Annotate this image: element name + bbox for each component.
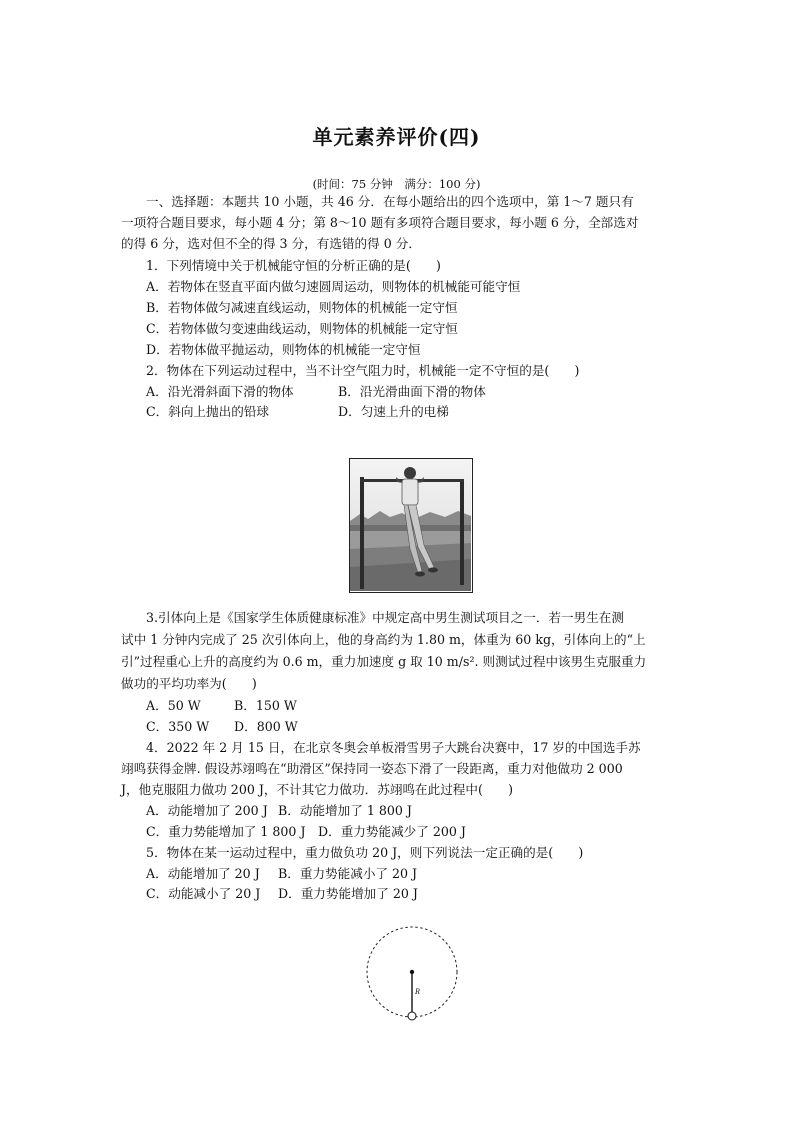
q4-option-d: D．重力势能减少了 200 J	[318, 824, 466, 839]
q1-option-c: C．若物体做匀变速曲线运动，则物体的机械能一定守恒	[146, 321, 458, 336]
pull-up-photo	[349, 458, 473, 593]
circular-motion-diagram	[362, 926, 462, 1026]
moving-ball	[408, 1012, 416, 1020]
q2-options-row-1	[146, 384, 486, 400]
page-title: 单元素养评价(四)	[312, 125, 481, 149]
q4-option-a: A．动能增加了 200 J	[146, 803, 268, 818]
q5-options-row-1	[146, 866, 417, 882]
q3-option-b: B．150 W	[234, 698, 297, 713]
q3-options-row-2	[146, 719, 298, 735]
q2-option-d: D．匀速上升的电梯	[338, 404, 449, 419]
q2-option-b: B．沿光滑曲面下滑的物体	[338, 384, 486, 399]
circular-motion-diagram-drawing	[362, 926, 462, 1026]
q4-line-2: 翊鸣获得金牌. 假设苏翊鸣在“助滑区”保持同一姿态下滑了一段距离，重力对他做功 2 000	[121, 761, 623, 776]
q2-stem: 2．物体在下列运动过程中，当不计空气阻力时，机械能一定不守恒的是( )	[146, 363, 580, 378]
q5-stem: 5．物体在某一运动过程中，重力做负功 20 J，则下列说法一定正确的是( )	[146, 845, 584, 860]
q5-option-a: A．动能增加了 20 J	[146, 866, 260, 881]
q3-option-c: C．350 W	[146, 719, 210, 734]
q4-options-row-1	[146, 803, 412, 819]
radius-label: R	[415, 987, 420, 996]
section-instructions-line-1: 一、选择题：本题共 10 小题，共 46 分．在每小题给出的四个选项中，第 1～7 题只有	[146, 194, 634, 209]
q1-option-b: B．若物体做匀减速直线运动，则物体的机械能一定守恒	[146, 300, 458, 315]
q2-option-c: C．斜向上抛出的铅球	[146, 404, 269, 419]
pull-up-photo-drawing	[350, 459, 471, 591]
q1-stem: 1．下列情境中关于机械能守恒的分析正确的是( )	[146, 258, 441, 273]
q4-line-3: J，他克服阻力做功 200 J，不计其它力做功．苏翊鸣在此过程中( )	[121, 782, 513, 797]
q1-option-d: D．若物体做平抛运动，则物体的机械能一定守恒	[146, 342, 421, 357]
q5-options-row-2	[146, 886, 418, 902]
q4-line-1: 4．2022 年 2 月 15 日，在北京冬奥会单板滑雪男子大跳台决赛中，17 岁的中国选手苏	[146, 740, 641, 755]
q4-option-c: C．重力势能增加了 1 800 J	[146, 824, 306, 839]
q2-options-row-2	[146, 404, 449, 420]
section-instructions-line-3: 的得 6 分，选对但不全的得 3 分，有选错的得 0 分．	[121, 236, 421, 251]
q3-options-row-1	[146, 698, 297, 714]
section-instructions-line-2: 一项符合题目要求，每小题 4 分；第 8～10 题有多项符合题目要求，每小题 6 分，全部选对	[121, 215, 639, 230]
q1-option-a: A．若物体在竖直平面内做匀速圆周运动，则物体的机械能可能守恒	[146, 279, 521, 294]
q3-option-d: D．800 W	[234, 719, 298, 734]
q3-line-2: 试中 1 分钟内完成了 25 次引体向上，他的身高约为 1.80 m，体重为 60 kg，引体向上的“上	[121, 632, 646, 647]
q3-line-3: 引”过程重心上升的高度约为 0.6 m，重力加速度 g 取 10 m/s². 则测试过程中该男生克服重力	[121, 654, 647, 669]
q3-option-a: A．50 W	[146, 698, 201, 713]
q5-option-d: D．重力势能增加了 20 J	[278, 886, 418, 901]
q4-options-row-2	[146, 824, 466, 840]
q5-option-c: C．动能减小了 20 J	[146, 886, 261, 901]
exam-time-info: (时间：75 分钟 满分：100 分)	[312, 177, 481, 191]
q3-line-4: 做功的平均功率为( )	[121, 676, 257, 691]
q2-option-a: A．沿光滑斜面下滑的物体	[146, 384, 294, 399]
q3-line-1: 3.引体向上是《国家学生体质健康标准》中规定高中男生测试项目之一．若一男生在测	[146, 610, 624, 625]
q4-option-b: B．动能增加了 1 800 J	[278, 803, 412, 818]
q5-option-b: B．重力势能减小了 20 J	[278, 866, 418, 881]
